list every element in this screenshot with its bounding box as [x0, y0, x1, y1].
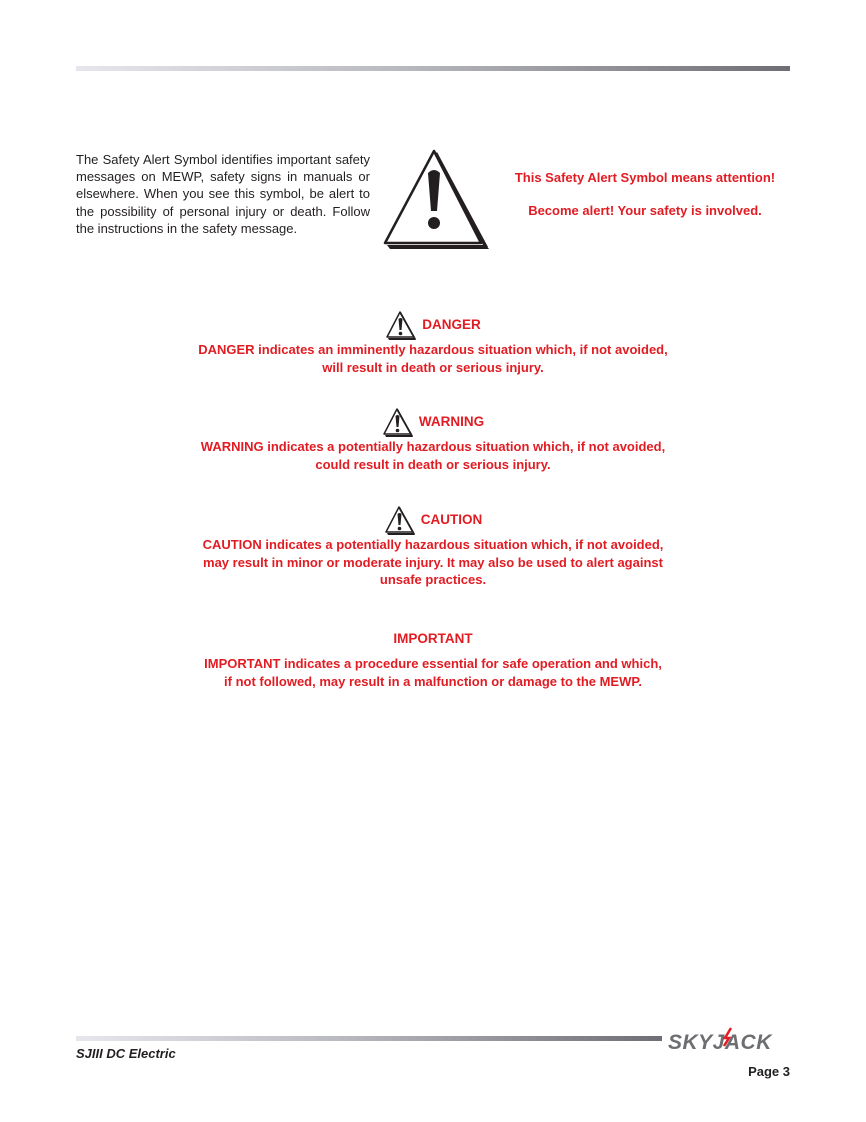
important-line-2: if not followed, may result in a malfunction or damage to the MEWP.	[224, 673, 642, 689]
danger-line-2: will result in death or serious injury.	[322, 359, 544, 375]
important-line-1: IMPORTANT indicates a procedure essential for safe operation and which,	[204, 656, 662, 671]
alert-line-attention: This Safety Alert Symbol means attention!	[514, 170, 776, 185]
danger-heading	[76, 309, 790, 341]
important-heading	[76, 629, 790, 649]
alert-meaning	[500, 170, 790, 218]
caution-section	[76, 504, 790, 589]
warning-title: WARNING	[418, 414, 485, 429]
danger-alert-icon	[385, 310, 418, 340]
skyjack-logo-text: SKYJACK	[668, 1031, 772, 1052]
header-rule	[76, 66, 790, 71]
warning-line-1: WARNING indicates a potentially hazardous situation which, if not avoided,	[200, 439, 666, 454]
caution-line-3: unsafe practices.	[379, 572, 487, 587]
important-section	[76, 629, 790, 690]
safety-alert-triangle-icon	[381, 147, 493, 251]
warning-section	[76, 406, 790, 473]
page-number: Page 3	[748, 1064, 790, 1079]
footer-rule	[76, 1036, 662, 1041]
danger-description	[76, 341, 790, 376]
alert-line-involved: Become alert! Your safety is involved.	[528, 203, 762, 218]
caution-title: CAUTION	[420, 512, 483, 527]
danger-section	[76, 309, 790, 376]
caution-line-1: CAUTION indicates a potentially hazardous situation which, if not avoided,	[202, 537, 664, 552]
caution-heading	[76, 504, 790, 536]
danger-title: DANGER	[422, 317, 481, 332]
skyjack-logo	[668, 1026, 792, 1052]
product-name: SJIII DC Electric	[76, 1046, 176, 1061]
caution-line-2: may result in minor or moderate injury. It may also be used to alert against	[203, 554, 663, 570]
warning-alert-icon	[382, 407, 415, 437]
important-description	[76, 655, 790, 690]
intro-paragraph: The Safety Alert Symbol identifies important safety messages on MEWP, safety signs in manuals or elsewhere. When you see this symbol, be alert to the possibility of personal injury or death. Follow the instructions in the safety message.	[76, 152, 370, 236]
important-title: IMPORTANT	[393, 631, 473, 646]
warning-description	[76, 438, 790, 473]
warning-line-2: could result in death or serious injury.	[315, 456, 551, 472]
warning-heading	[76, 406, 790, 438]
caution-alert-icon	[384, 505, 417, 535]
caution-description	[76, 536, 790, 589]
danger-line-1: DANGER indicates an imminently hazardous situation which, if not avoided,	[198, 342, 668, 357]
